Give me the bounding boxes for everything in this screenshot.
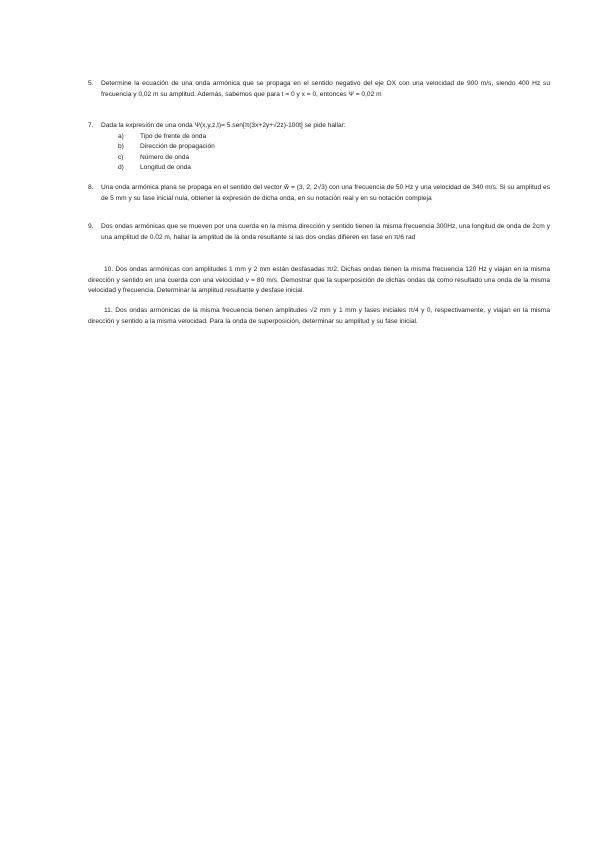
problem-11 [88,306,550,327]
sub-question-letter: a) [118,132,124,140]
problem-number: 11. [104,307,113,314]
problem-5 [88,79,550,100]
sub-question-label: Longitud de onda [140,164,191,172]
sub-question-label: Dirección de propagación [140,143,215,151]
problem-10 [88,265,550,297]
problem-number: 7. [88,122,94,129]
sub-question [88,142,550,153]
sub-question [88,163,550,174]
sub-question-label: Número de onda [140,153,190,161]
sub-question-letter: b) [118,143,124,151]
problem-text: Determine la ecuación de una onda armónica que se propaga en el sentido negativo del eje OX con una velocidad de 900 m/s, siendo 400 Hz su frecuencia y 0,02 m su amplitud. Además, sabemos que para t = 0 y x = 0, entonces Ψ = 0,02 m [101,80,550,98]
problem-9 [88,222,550,243]
problem-text: Dos ondas armónicas de la misma frecuencia tienen amplitudes √2 mm y 1 mm y fases iniciales π/4 y 0, respectivamente, y viajan en la misma dirección y sentido a la misma velocidad. Para la onda de superposición, determinar su amplitud y su fase inicial. [88,307,550,325]
problem-text-block [88,306,550,327]
sub-question-list [88,132,550,174]
sub-question-label: Tipo de frente de onda [140,132,207,140]
sub-question [88,132,550,143]
problem-text: Dos ondas armónicas con amplitudes 1 mm y 2 mm están desfasadas π/2. Dichas ondas tienen la misma frecuencia 120 Hz y viajan en la misma dirección y sentido en una cuerda con una velocidad v = 80 m/s. Demostrar que la superposición de dichas ondas da como resultado una onda de la misma velocidad y frecuencia. Determinar la amplitud resultante y desfase inicial. [88,266,551,295]
sub-question-letter: d) [118,164,124,172]
problem-text-block [88,265,550,297]
problem-number: 10. [104,266,114,273]
problem-number: 5. [88,80,94,87]
problem-8 [88,183,550,204]
problem-number: 8. [88,184,94,191]
problem-number: 9. [88,223,94,230]
sub-question-letter: c) [118,153,124,161]
problem-text: Dos ondas armónicas que se mueven por una cuerda en la misma dirección y sentido tienen la misma frecuencia 300Hz, una longitud de onda de 2cm y una amplitud de 0.02 m, hallar la amplitud de la onda resultante si las dos ondas difieren en fase en π/6 rad [101,223,550,241]
problem-text: Dada la expresión de una onda Ψ(x,y,z,t)= 5 sen[π(3x+2y+√2z)-100t] se pide hallar: [101,122,346,129]
sub-question [88,153,550,164]
problem-7 [88,121,550,174]
problem-text: Una onda armónica plana se propaga en el sentido del vector w⃗ = (3, 2, 2√3) con una frecuencia de 50 Hz y una velocidad de 340 m/s. Si su amplitud es de 5 mm y su fase inicial nula, obtener la expresión de dicha onda, en su notación real y en su notación compleja [101,184,550,202]
